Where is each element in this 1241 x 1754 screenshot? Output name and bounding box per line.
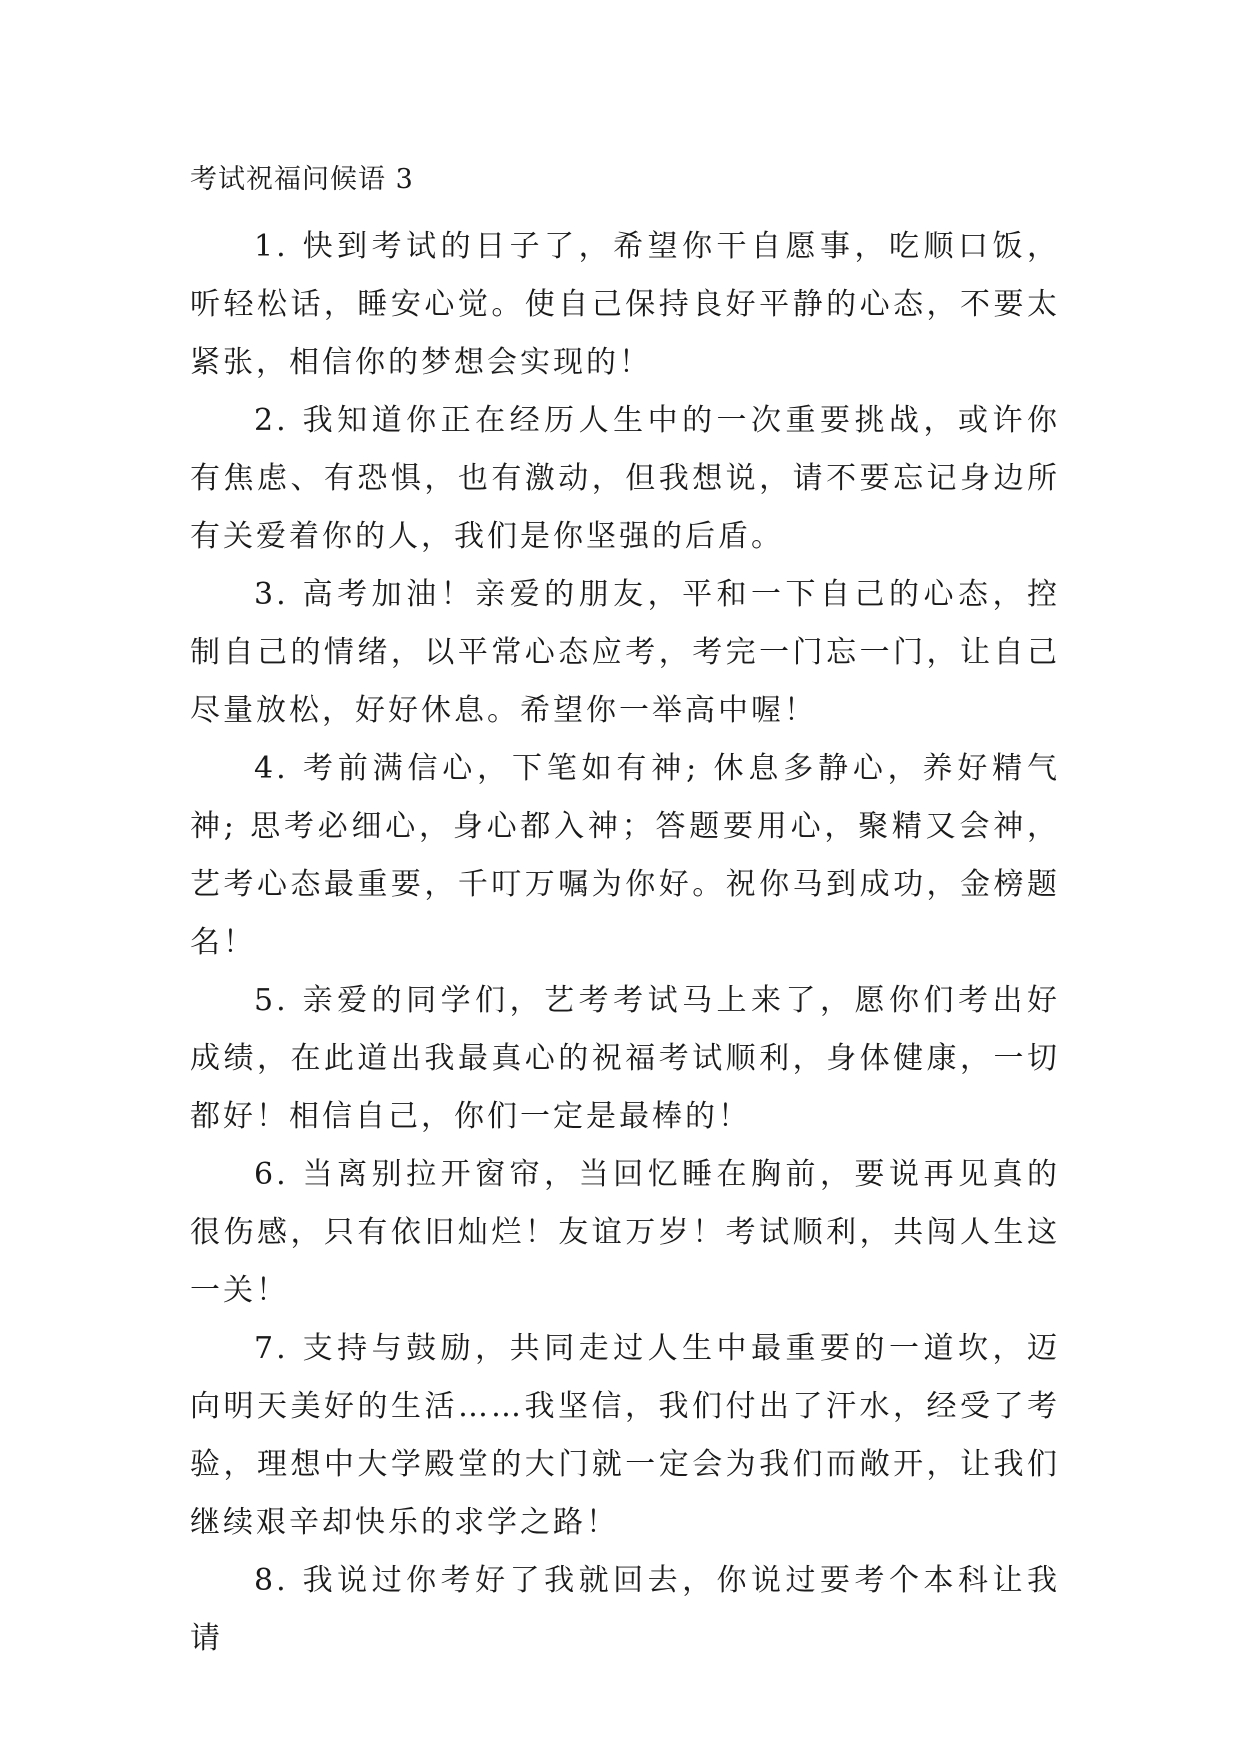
paragraph-5: 5. 亲爱的同学们，艺考考试马上来了，愿你们考出好成绩，在此道出我最真心的祝福考试顺利，身体健康，一切都好！相信自己，你们一定是最棒的！ xyxy=(190,983,1060,1134)
paragraph-2: 2. 我知道你正在经历人生中的一次重要挑战，或许你有焦虑、有恐惧，也有激动，但我想说，请不要忘记身边所有关爱着你的人，我们是你坚强的后盾。 xyxy=(190,403,1060,554)
paragraph-3: 3. 高考加油！亲爱的朋友，平和一下自己的心态，控制自己的情绪，以平常心态应考，考完一门忘一门，让自己尽量放松，好好休息。希望你一举高中喔！ xyxy=(190,577,1060,728)
document-title: 考试祝福问候语 3 xyxy=(190,164,414,195)
paragraph-8: 8. 我说过你考好了我就回去，你说过要考个本科让我请 xyxy=(190,1563,1060,1656)
paragraph-1: 1. 快到考试的日子了，希望你干自愿事，吃顺口饭，听轻松话，睡安心觉。使自己保持良好平静的心态，不要太紧张，相信你的梦想会实现的！ xyxy=(190,229,1060,380)
paragraph-7: 7. 支持与鼓励，共同走过人生中最重要的一道坎，迈向明天美好的生活……我坚信，我们付出了汗水，经受了考验，理想中大学殿堂的大门就一定会为我们而敞开，让我们继续艰辛却快乐的求学之路！ xyxy=(190,1331,1060,1540)
document-body xyxy=(190,218,1060,1668)
paragraph-4: 4. 考前满信心，下笔如有神; 休息多静心，养好精气神; 思考必细心，身心都入神；答题要用心，聚精又会神，艺考心态最重要，千叮万嘱为你好。祝你马到成功，金榜题名！ xyxy=(190,751,1060,960)
paragraph-6: 6. 当离别拉开窗帘，当回忆睡在胸前，要说再见真的很伤感，只有依旧灿烂！友谊万岁！考试顺利，共闯人生这一关！ xyxy=(190,1157,1060,1308)
